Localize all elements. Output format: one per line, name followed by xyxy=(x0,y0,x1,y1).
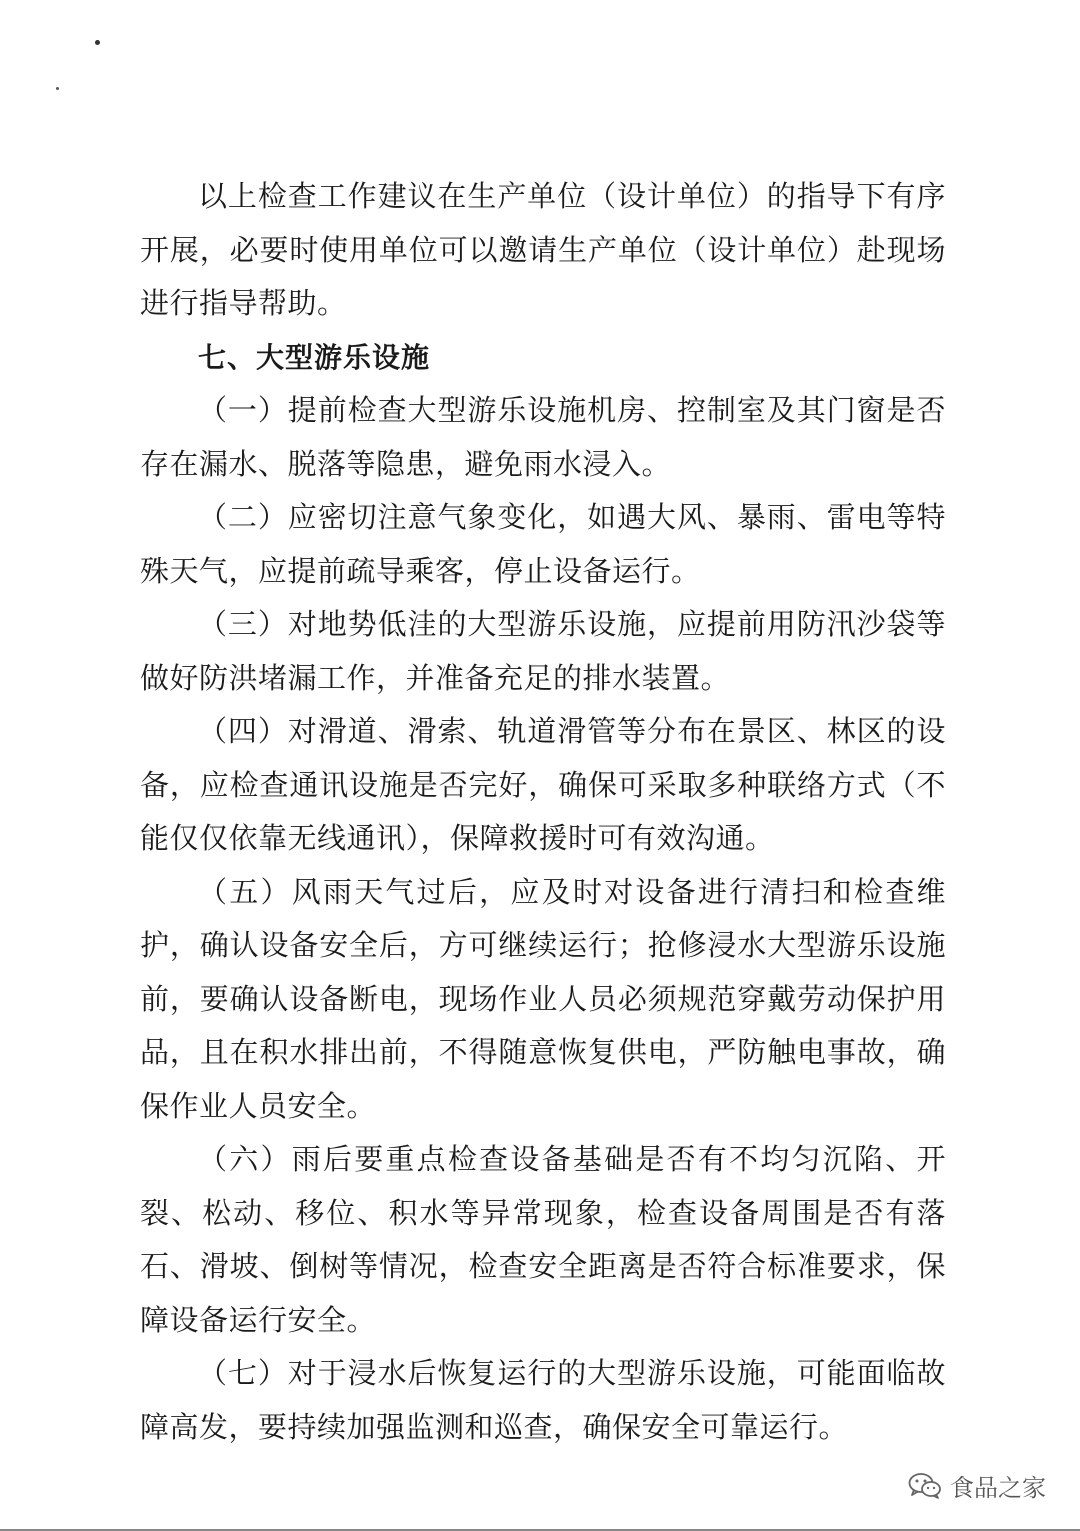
section-item-3: （三）对地势低洼的大型游乐设施，应提前用防汛沙袋等做好防洪堵漏工作，并准备充足的排水装置。 xyxy=(140,607,946,695)
section-item-2: （二）应密切注意气象变化，如遇大风、暴雨、雷电等特殊天气，应提前疏导乘客，停止设备运行。 xyxy=(140,500,946,588)
section-item-7: （七）对于浸水后恢复运行的大型游乐设施，可能面临故障高发，要持续加强监测和巡查，确保安全可靠运行。 xyxy=(140,1356,946,1444)
section-item-6: （六）雨后要重点检查设备基础是否有不均匀沉陷、开裂、松动、移位、积水等异常现象，检查设备周围是否有落石、滑坡、倒树等情况，检查安全距离是否符合标准要求，保障设备运行安全。 xyxy=(140,1142,946,1337)
wechat-icon xyxy=(908,1472,942,1500)
watermark-label: 食品之家 xyxy=(950,1474,1046,1502)
section-item-5: （五）风雨天气过后，应及时对设备进行清扫和检查维护，确认设备安全后，方可继续运行；抢修浸水大型游乐设施前，要确认设备断电，现场作业人员必须规范穿戴劳动保护用品，且在积水排出前，不得随意恢复供电，严防触电事故，确保作业人员安全。 xyxy=(140,874,946,1123)
watermark xyxy=(908,1468,1046,1503)
section-item-4: （四）对滑道、滑索、轨道滑管等分布在景区、林区的设备，应检查通讯设施是否完好，确保可采取多种联络方式（不能仅仅依靠无线通讯），保障救援时可有效沟通。 xyxy=(140,714,946,855)
section-heading: 七、大型游乐设施 xyxy=(198,340,431,374)
section-item-1: （一）提前检查大型游乐设施机房、控制室及其门窗是否存在漏水、脱落等隐患，避免雨水浸入。 xyxy=(140,393,946,481)
intro-paragraph: 以上检查工作建议在生产单位（设计单位）的指导下有序开展，必要时使用单位可以邀请生产单位（设计单位）赴现场进行指导帮助。 xyxy=(140,179,946,320)
scan-speck xyxy=(95,40,100,45)
document-body xyxy=(140,170,946,1454)
scan-speck xyxy=(56,87,59,90)
